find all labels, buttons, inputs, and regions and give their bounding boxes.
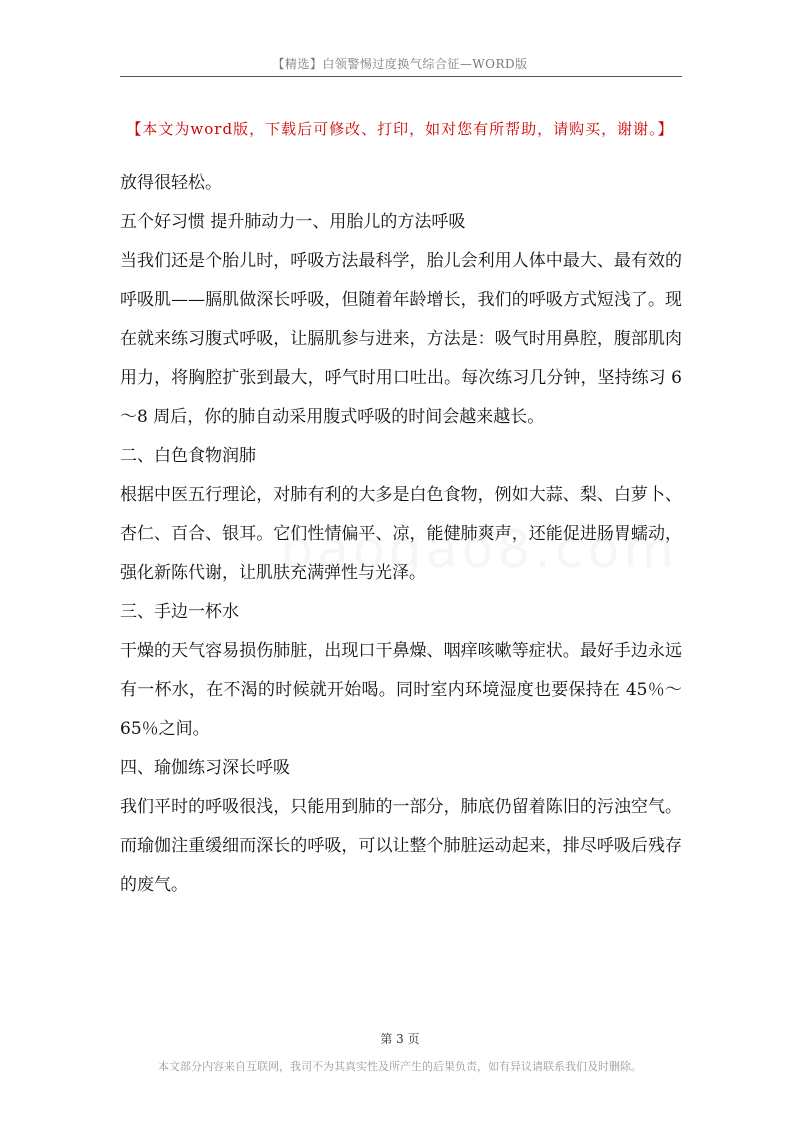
document-body bbox=[120, 164, 682, 905]
header-divider bbox=[120, 76, 682, 77]
page-number: 第 3 页 bbox=[380, 1032, 420, 1046]
paragraph-yoga: 我们平时的呼吸很浅，只能用到肺的一部分，肺底仍留着陈旧的污浊空气。而瑜伽注重缓细而深长的呼吸，可以让整个肺脏运动起来，排尽呼吸后残存的废气。 bbox=[120, 797, 682, 895]
paragraph-intro-end: 放得很轻松。 bbox=[120, 173, 222, 193]
page-footer-disclaimer: 本文部分内容来自互联网，我司不为其真实性及所产生的后果负责，如有异议请联系我们及时删除。 bbox=[158, 1060, 642, 1073]
download-notice: 【本文为word版，下载后可修改、打印，如对您有所帮助，请购买，谢谢。】 bbox=[126, 120, 674, 138]
page-header-title: 【精选】白领警惕过度换气综合征—WORD版 bbox=[272, 57, 528, 71]
section-heading-4: 四、瑜伽练习深长呼吸 bbox=[120, 758, 290, 778]
paragraph-breathing: 当我们还是个胎儿时，呼吸方法最科学，胎儿会利用人体中最大、最有效的呼吸肌——膈肌做深长呼吸，但随着年龄增长，我们的呼吸方式短浅了。现在就来练习腹式呼吸，让膈肌参与进来，方法是：吸气时用鼻腔，腹部肌肉用力，将胸腔扩张到最大，呼气时用口吐出。每次练习几分钟，坚持练习 6～8 周后，你的肺自动采用腹式呼吸的时间会越来越长。 bbox=[120, 251, 682, 427]
paragraph-white-food: 根据中医五行理论，对肺有利的大多是白色食物，例如大蒜、梨、白萝卜、杏仁、百合、银耳。它们性情偏平、凉，能健肺爽声，还能促进肠胃蠕动，强化新陈代谢，让肌肤充满弹性与光泽。 bbox=[120, 485, 682, 583]
section-heading-2: 二、白色食物润肺 bbox=[120, 446, 256, 466]
paragraph-water: 干燥的天气容易损伤肺脏，出现口干鼻燥、咽痒咳嗽等症状。最好手边永远有一杯水，在不渴的时候就开始喝。同时室内环境湿度也要保持在 45％～65％之间。 bbox=[120, 641, 682, 739]
section-heading-1: 五个好习惯 提升肺动力一、用胎儿的方法呼吸 bbox=[120, 212, 466, 232]
section-heading-3: 三、手边一杯水 bbox=[120, 602, 239, 622]
